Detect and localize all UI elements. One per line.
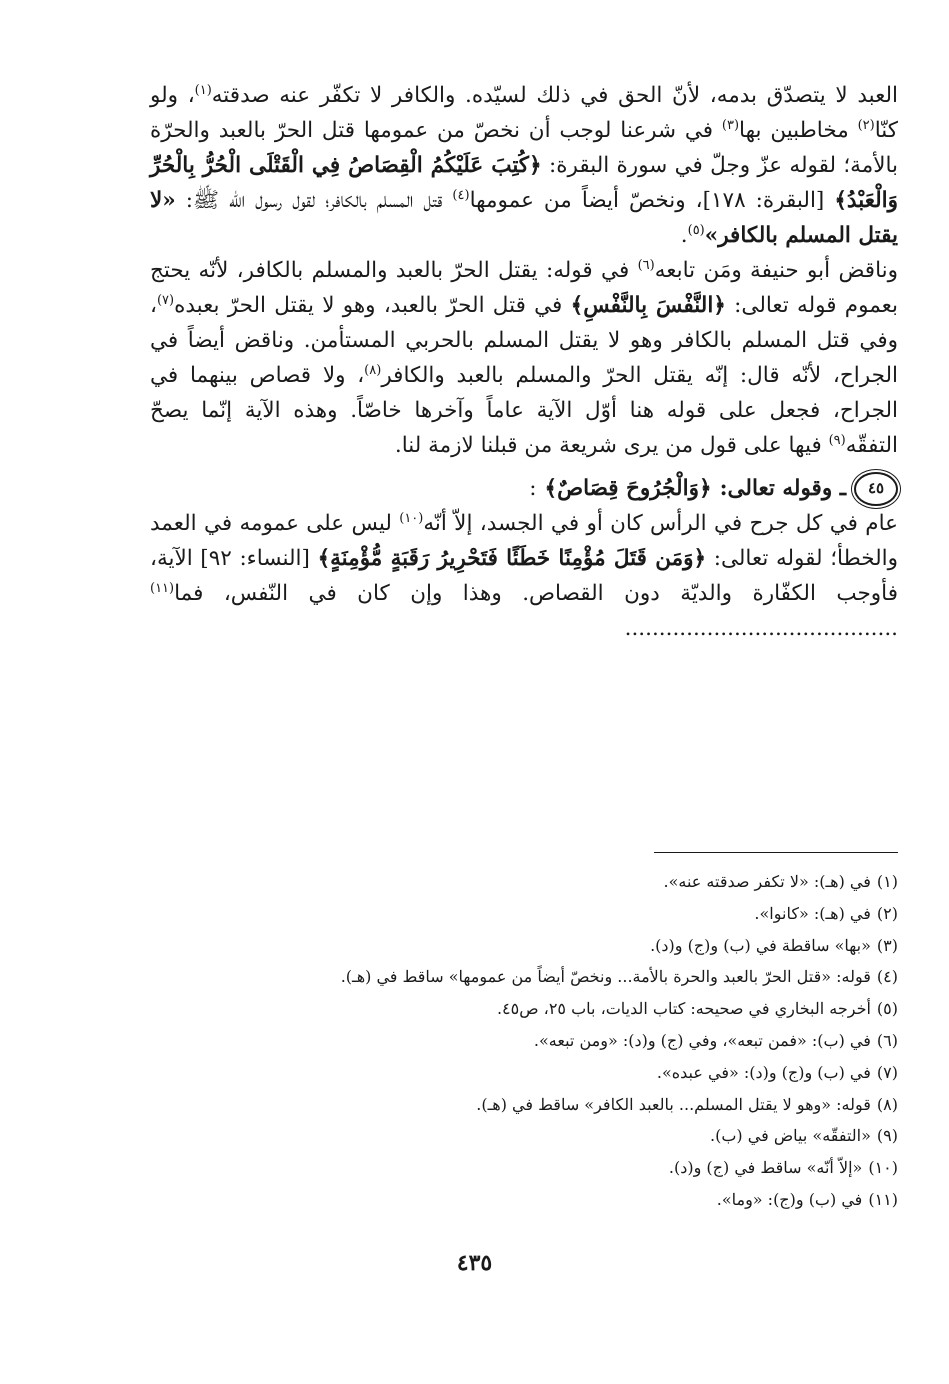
quran-quote: ﴿كُتِبَ عَلَيْكُمُ الْقِصَاصُ فِي الْقَتْلَى الْحُرُّ بِالْحُرِّ وَالْعَبْدُ﴾ — [150, 153, 898, 213]
footnote-item — [158, 930, 898, 962]
footnote-item — [158, 898, 898, 930]
page-number: ٤٣٥ — [456, 1250, 493, 1276]
footnote-number: (٣) — [876, 935, 898, 955]
footnote-item — [158, 1025, 898, 1057]
heading-verse: ﴿وَالْجُرُوحَ قِصَاصٌ﴾ — [544, 476, 712, 501]
footnote-marker[interactable]: (١١) — [150, 580, 175, 596]
footnote-marker[interactable]: (١) — [194, 82, 212, 98]
footnote-text: «التفقّه» بياض في (ب). — [710, 1126, 871, 1146]
footnote-marker[interactable]: (٥) — [687, 222, 705, 238]
text-run: [النساء: ٩٢] الآية، فأوجب الكفّارة والديّة دون القصاص. وهذا وإن كان في النّفس، فما — [150, 546, 898, 606]
footnote-item — [158, 1120, 898, 1152]
footnote-text: أخرجه البخاري في صحيحه: كتاب الديات، باب ٢٥، ص٤٥. — [496, 999, 871, 1019]
footnote-item — [158, 866, 898, 898]
heading-suffix: : — [529, 476, 537, 501]
main-text — [150, 78, 898, 646]
footnote-number: (٢) — [876, 903, 898, 923]
footnote-number: (٦) — [876, 1030, 898, 1050]
text-run: في شرعنا لوجب أن نخصّ من عمومها قتل الحرّ بالعبد والحرّة بالأمة؛ لقوله عزّ وجلّ في سورة البقرة: — [150, 118, 899, 178]
paragraph-2 — [150, 253, 898, 463]
footnote-number: (٩) — [876, 1126, 898, 1146]
footnote-item — [158, 1057, 898, 1089]
footnote-text: في (ب): «فمن تبعه»، وفي (ج) و(د): «ومن تبعه». — [533, 1030, 871, 1050]
footnote-number: (٨) — [876, 1094, 898, 1114]
text-run: في قوله: يقتل الحرّ بالعبد والمسلم بالكافر، لأنّه يحتج بعموم قوله تعالى: — [150, 258, 898, 318]
text-run: في قتل الحرّ بالعبد، وهو لا يقتل الحرّ بعبده — [174, 293, 571, 318]
page-body — [150, 78, 898, 646]
footnote-item — [158, 1184, 898, 1216]
footnote-number: (٥) — [876, 999, 898, 1019]
text-run: ليس على عمومه في العمد والخطأ؛ لقوله تعالى: — [150, 511, 898, 571]
footnote-text: «إلاّ أنّه» ساقط في (ج) و(د). — [668, 1158, 863, 1178]
footnote-text: قوله: «وهو لا يقتل المسلم... بالعبد الكافر» ساقط في (هـ). — [476, 1094, 871, 1114]
footnotes — [158, 866, 898, 1216]
footnote-marker[interactable]: (١٠) — [399, 510, 424, 526]
footnote-text: في (هـ): «لا تكفر صدقته عنه». — [663, 872, 871, 891]
heading-prefix: ـ وقوله تعالى: — [719, 476, 846, 501]
footnote-marker[interactable]: (٧) — [156, 292, 175, 308]
text-run: ، ولا قصاص بينهما في الجراح، فجعل على قوله هنا أوّل الآية عاماً وآخرها خاصّاً. وهذه الآية إنّما يصحّ التفقّه — [150, 363, 898, 458]
footnote-marker[interactable]: (٣) — [721, 117, 740, 133]
footnote-text: في (هـ): «كانوا». — [754, 903, 871, 923]
footnote-text: قوله: «قتل الحرّ بالعبد والحرة بالأمة... ونخصّ أيضاً من عمومها» ساقط في (هـ). — [340, 967, 871, 987]
footnote-item — [158, 1152, 898, 1184]
text-run: ........................................ — [624, 616, 898, 641]
text-run: . — [680, 223, 688, 248]
section-heading — [150, 471, 898, 506]
footnote-item — [158, 1089, 898, 1121]
text-run: قتل المسلم بالكافر؛ لقول رسول الله ﷺ: — [175, 188, 453, 213]
footnote-number: (١١) — [868, 1189, 898, 1209]
footnote-number: (١) — [876, 872, 898, 891]
footnote-marker[interactable]: (٤) — [452, 187, 470, 203]
text-run: ، وفي قتل المسلم بالكافر وهو لا يقتل المسلم بالحربي المستأمن. وناقض أيضاً في الجراح، لأنّه قال: إنّه يقتل الحرّ والمسلم بالعبد والكافر — [150, 293, 898, 388]
footnote-marker[interactable]: (٢) — [857, 117, 875, 133]
quran-quote: ﴿النَّفْسَ بِالنَّفْسِ﴾ — [570, 293, 726, 318]
footnote-number: (٧) — [876, 1062, 898, 1082]
footnote-item — [158, 993, 898, 1025]
paragraph-1 — [150, 78, 898, 253]
footnote-text: في (ب) و(ج) و(د): «في عبده». — [656, 1062, 871, 1082]
text-run: مخاطبين بها — [739, 118, 858, 143]
footnote-number: (٤) — [876, 967, 898, 987]
footnote-text: «بها» ساقطة في (ب) و(ج) و(د). — [650, 935, 871, 955]
text-run: [البقرة: ١٧٨]، ونخصّ أيضاً من عمومها — [469, 188, 835, 213]
text-run: فيها على قول من يرى شريعة من قبلنا لازمة لنا. — [394, 433, 829, 458]
footnote-marker[interactable]: (٩) — [828, 432, 846, 448]
text-run: العبد لا يتصدّق بدمه، لأنّ الحق في ذلك لسيّده. والكافر لا تكفّر عنه صدقته — [211, 83, 898, 108]
footnote-item — [158, 961, 898, 993]
footnote-number: (١٠) — [868, 1158, 898, 1178]
verse-number-badge: ٤٥ — [854, 472, 898, 506]
hadith-quote: «لا يقتل المسلم بالكافر» — [150, 188, 898, 248]
text-run: وناقض أبو حنيفة ومَن تابعه — [654, 258, 898, 283]
paragraph-3 — [150, 506, 898, 646]
footnote-marker[interactable]: (٦) — [637, 257, 655, 273]
text-run: عام في كل جرح في الرأس كان أو في الجسد، إلاّ أنّه — [423, 511, 898, 536]
footnote-divider — [654, 852, 898, 853]
footnote-marker[interactable]: (٨) — [364, 362, 382, 378]
footnote-text: في (ب) و(ج): «وما». — [716, 1189, 863, 1209]
quran-quote: ﴿وَمَن قَتَلَ مُؤْمِنًا خَطَئًا فَتَحْرِيرُ رَقَبَةٍ مُّؤْمِنَةٍ﴾ — [317, 546, 707, 571]
text-run: ، ولو كنّا — [150, 83, 898, 143]
